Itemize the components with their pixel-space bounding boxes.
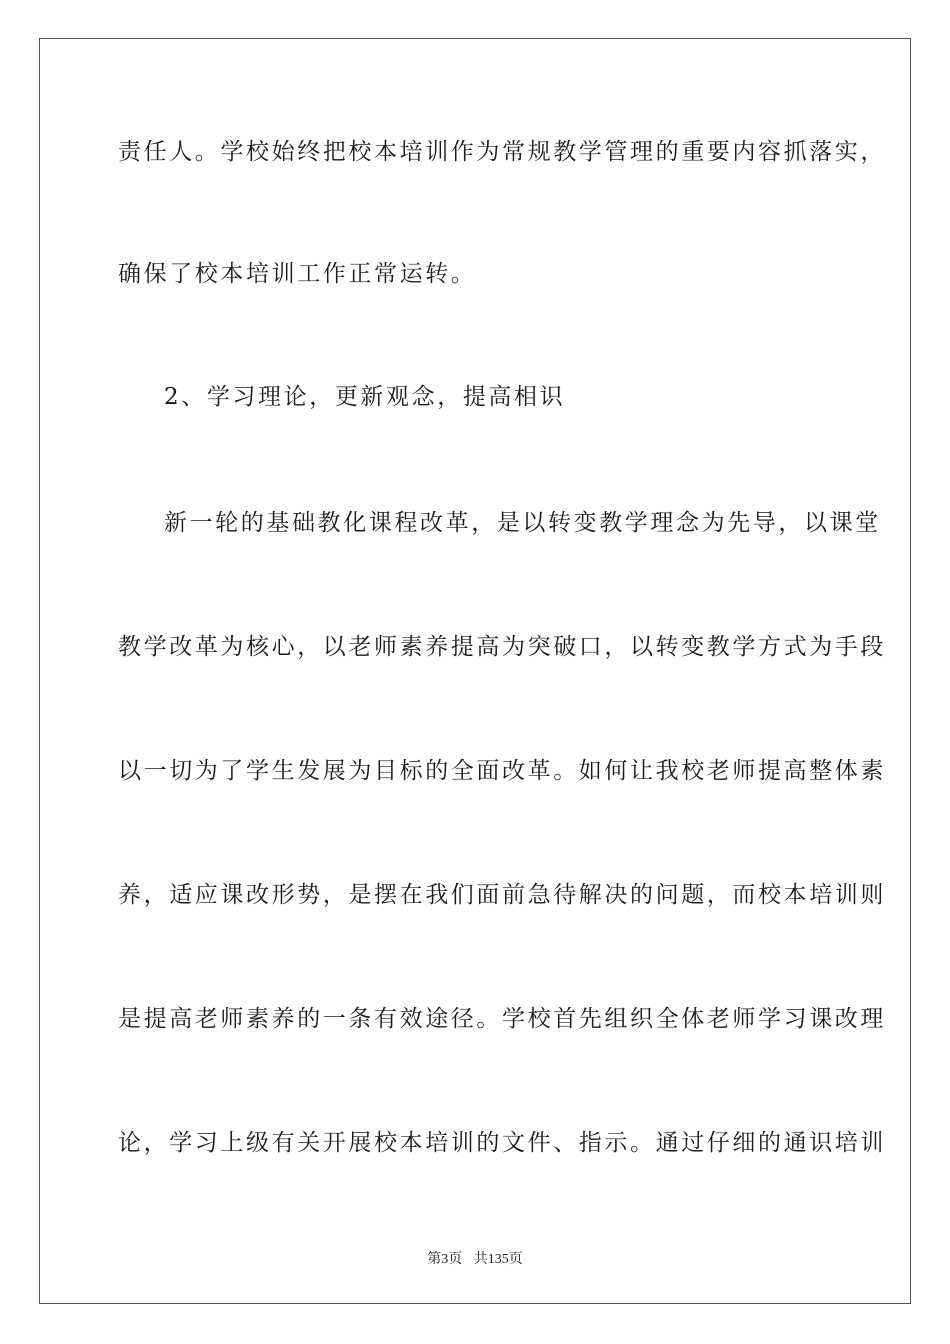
body-text-line: 是提高老师素养的一条有效途径。学校首先组织全体老师学习课改理 bbox=[118, 1006, 886, 1032]
body-text-line: 以一切为了学生发展为目标的全面改革。如何让我校老师提高整体素 bbox=[118, 758, 886, 784]
page-number: 第3页 bbox=[427, 1252, 463, 1267]
body-text-line: 责任人。学校始终把校本培训作为常规教学管理的重要内容抓落实， bbox=[118, 139, 886, 165]
body-text-line: 论，学习上级有关开展校本培训的文件、指示。通过仔细的通识培训 bbox=[118, 1130, 886, 1156]
page-border bbox=[39, 38, 911, 1304]
total-pages: 共135页 bbox=[473, 1252, 523, 1267]
body-text-line: 教学改革为核心，以老师素养提高为突破口，以转变教学方式为手段 bbox=[118, 634, 886, 660]
body-text-line: 养，适应课改形势，是摆在我们面前急待解决的问题，而校本培训则 bbox=[118, 882, 886, 908]
body-text-line: 确保了校本培训工作正常运转。 bbox=[118, 261, 477, 287]
section-heading: 2、学习理论，更新观念，提高相识 bbox=[164, 384, 566, 410]
body-text-line: 新一轮的基础教化课程改革，是以转变教学理念为先导，以课堂 bbox=[164, 510, 881, 536]
page-footer bbox=[0, 1248, 950, 1268]
